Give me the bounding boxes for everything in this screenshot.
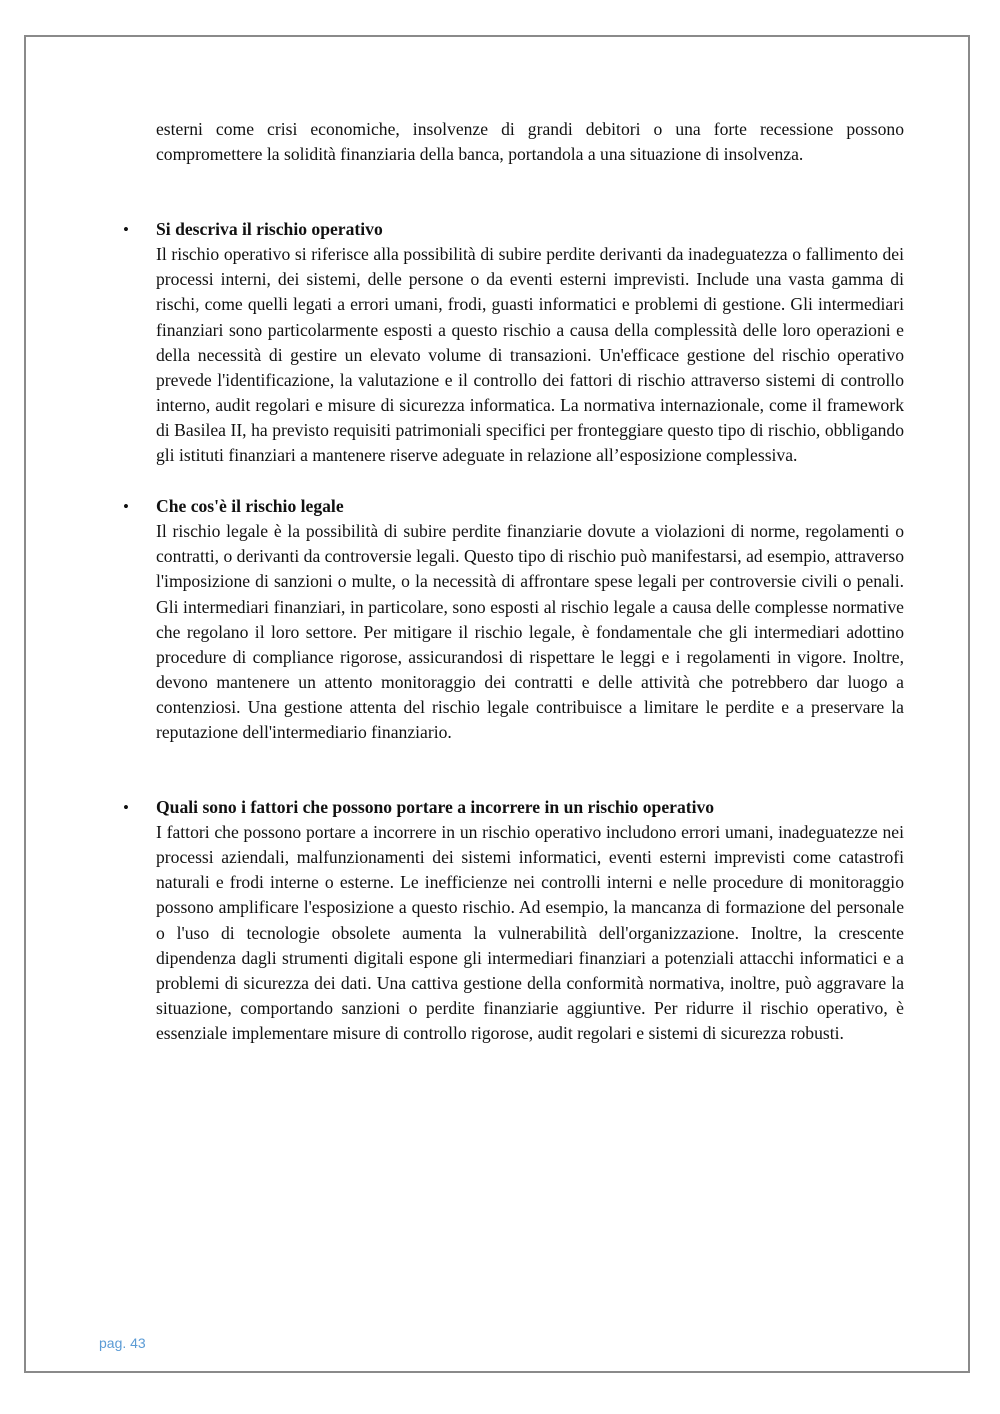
section-operational-risk <box>123 217 904 468</box>
document-body <box>123 117 904 1046</box>
section-body: Il rischio operativo si riferisce alla possibilità di subire perdite derivanti da inadeguatezza o fallimento dei processi interni, dei sistemi, delle persone o da eventi esterni imprevisti. Include una vasta gamma di rischi, come quelli legati a errori umani, frodi, guasti informatici e problemi di gestione. Gli intermediari finanziari sono particolarmente esposti a questo rischio a causa della complessità delle loro operazioni e della necessità di gestire un elevato volume di transazioni. Un'efficace gestione del rischio operativo prevede l'identificazione, la valutazione e il controllo dei fattori di rischio attraverso sistemi di controllo interno, audit regolari e misure di sicurezza informatica. La normativa internazionale, come il framework di Basilea II, ha previsto requisiti patrimoniali specifici per fronteggiare questo tipo di rischio, obbligando gli istituti finanziari a mantenere riserve adeguate in relazione all’esposizione complessiva. <box>156 244 904 466</box>
section-body: I fattori che possono portare a incorrere in un rischio operativo includono errori umani, inadeguatezze nei processi aziendali, malfunzionamenti dei sistemi informatici, eventi esterni imprevisti come catastrofi naturali e frodi interne o esterne. Le inefficienze nei controlli interni e nelle procedure di monitoraggio possono amplificare l'esposizione a questo rischio. Ad esempio, la mancanza di formazione del personale o l'uso di tecnologie obsolete aumenta la vulnerabilità dell'organizzazione. Inoltre, la crescente dipendenza dagli strumenti digitali espone gli intermediari finanziari a potenziali attacchi informatici e a problemi di sicurezza dei dati. Una cattiva gestione della conformità normativa, inoltre, può aggravare la situazione, comportando sanzioni o perdite finanziarie aggiuntive. Per ridurre il rischio operativo, è essenziale implementare misure di controllo rigorose, audit regolari e sistemi di sicurezza robusti. <box>156 822 904 1043</box>
bullet-icon: • <box>123 497 129 517</box>
section-title: Si descriva il rischio operativo <box>156 219 383 240</box>
section-title: Che cos'è il rischio legale <box>156 496 344 517</box>
section-title: Quali sono i fattori che possono portare a incorrere in un rischio operativo <box>156 797 715 818</box>
spacer <box>156 167 904 217</box>
bullet-icon: • <box>123 220 129 240</box>
section-operational-risk-factors <box>123 795 904 1046</box>
section-legal-risk <box>123 494 904 745</box>
intro-paragraph: esterni come crisi economiche, insolvenze di grandi debitori o una forte recessione possono compromettere la solidità finanziaria della banca, portandola a una situazione di insolvenza. <box>156 119 904 165</box>
section-body: Il rischio legale è la possibilità di subire perdite finanziarie dovute a violazioni di norme, regolamenti o contratti, o derivanti da controversie legali. Questo tipo di rischio può manifestarsi, ad esempio, attraverso l'imposizione di sanzioni o multe, o la necessità di affrontare spese legali per controversie civili o penali. Gli intermediari finanziari, in particolare, sono esposti al rischio legale a causa delle complesse normative che regolano il loro settore. Per mitigare il rischio legale, è fondamentale che gli intermediari adottino procedure di compliance rigorose, assicurandosi di rispettare le leggi e i regolamenti in vigore. Inoltre, devono mantenere un attento monitoraggio dei contratti e delle attività che potrebbero dar luogo a contenziosi. Una gestione attenta del rischio legale contribuisce a limitare le perdite e a preservare la reputazione dell'intermediario finanziario. <box>156 521 904 742</box>
spacer <box>156 745 904 795</box>
spacer <box>156 468 904 494</box>
bullet-icon: • <box>123 798 129 818</box>
page-number: pag. 43 <box>99 1335 146 1351</box>
